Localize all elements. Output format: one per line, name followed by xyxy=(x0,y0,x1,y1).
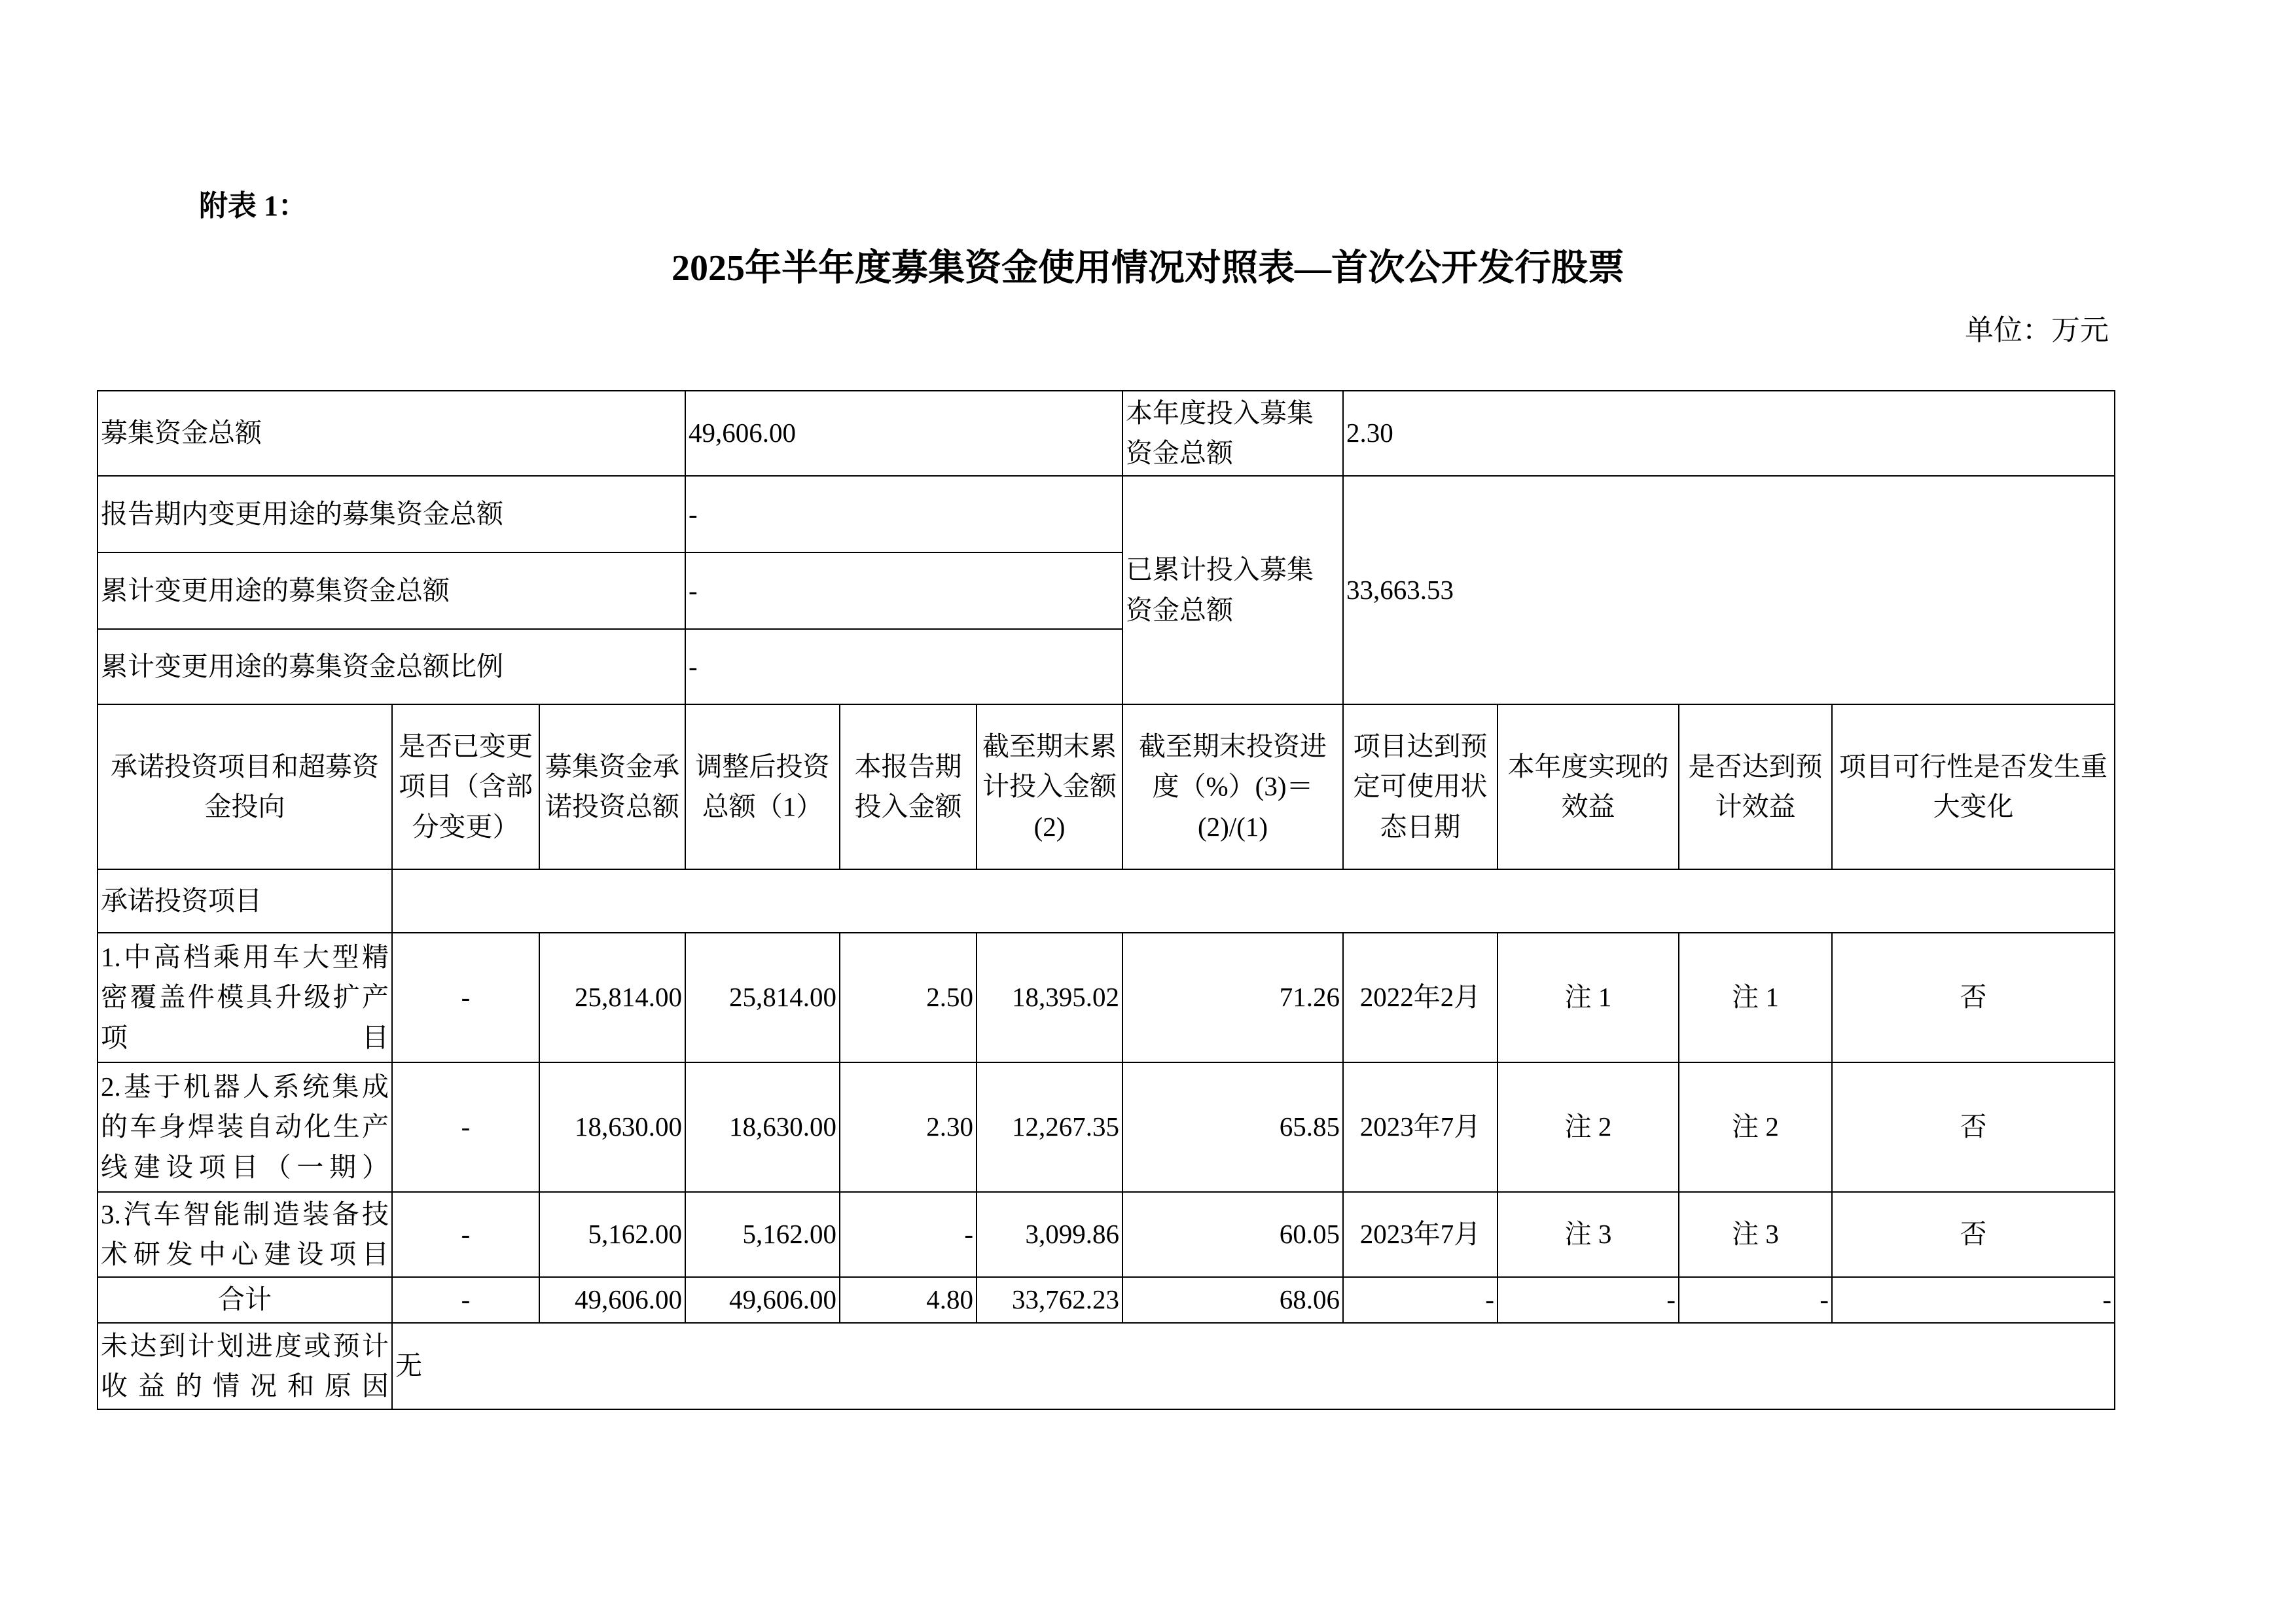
expected-benefit-met: 注 1 xyxy=(1679,933,1832,1062)
cumulative-changed-ratio-value: - xyxy=(685,629,1122,704)
cumulative-changed-label: 累计变更用途的募集资金总额 xyxy=(98,552,685,629)
changed-flag: - xyxy=(392,933,539,1062)
ready-date: 2023年7月 xyxy=(1343,1062,1498,1192)
progress-percent: 71.26 xyxy=(1122,933,1343,1062)
feasibility-change: 否 xyxy=(1832,1062,2115,1192)
total-raised-label: 募集资金总额 xyxy=(98,391,685,476)
annual-benefit: 注 1 xyxy=(1498,933,1679,1062)
attachment-label: 附表 1： xyxy=(199,190,307,222)
page-title: 2025年半年度募集资金使用情况对照表—首次公开发行股票 xyxy=(672,248,1624,289)
column-header: 本报告期投入金额 xyxy=(840,704,977,869)
cumulative-changed-ratio-label: 累计变更用途的募集资金总额比例 xyxy=(98,629,685,704)
changed-in-period-value: - xyxy=(685,476,1122,552)
column-header: 是否已变更项目（含部分变更） xyxy=(392,704,539,869)
adjusted-amount: 5,162.00 xyxy=(685,1192,840,1277)
total-expected-benefit: - xyxy=(1679,1277,1832,1323)
column-header: 募集资金承诺投资总额 xyxy=(539,704,685,869)
column-header: 本年度实现的效益 xyxy=(1498,704,1679,869)
this-year-value: 2.30 xyxy=(1343,391,2115,476)
column-header: 调整后投资总额（1） xyxy=(685,704,840,869)
period-investment: 2.50 xyxy=(840,933,977,1062)
ready-date: 2023年7月 xyxy=(1343,1192,1498,1277)
reason-row xyxy=(98,1323,2115,1409)
cumulative-invested-label: 已累计投入募集资金总额 xyxy=(1122,476,1343,704)
project-name: 3.汽车智能制造装备技术研发中心建设项目 xyxy=(98,1192,392,1277)
section-empty-cell xyxy=(392,869,2115,933)
column-header: 项目达到预定可使用状态日期 xyxy=(1343,704,1498,869)
table-row xyxy=(98,1192,2115,1277)
section-label: 承诺投资项目 xyxy=(98,869,392,933)
changed-flag: - xyxy=(392,1062,539,1192)
period-investment: - xyxy=(840,1192,977,1277)
changed-in-period-label: 报告期内变更用途的募集资金总额 xyxy=(98,476,685,552)
period-investment: 2.30 xyxy=(840,1062,977,1192)
committed-amount: 25,814.00 xyxy=(539,933,685,1062)
annual-benefit: 注 2 xyxy=(1498,1062,1679,1192)
reason-value: 无 xyxy=(392,1323,2115,1409)
column-header: 项目可行性是否发生重大变化 xyxy=(1832,704,2115,869)
column-header: 截至期末累计投入金额(2) xyxy=(977,704,1122,869)
total-row xyxy=(98,1277,2115,1323)
unit-label: 单位：万元 xyxy=(1965,314,2109,346)
summary-row xyxy=(98,476,2115,552)
total-ready-date: - xyxy=(1343,1277,1498,1323)
project-name: 2.基于机器人系统集成的车身焊装自动化生产线建设项目（一期） xyxy=(98,1062,392,1192)
committed-amount: 18,630.00 xyxy=(539,1062,685,1192)
adjusted-amount: 18,630.00 xyxy=(685,1062,840,1192)
fund-usage-table xyxy=(97,390,2115,1410)
total-annual-benefit: - xyxy=(1498,1277,1679,1323)
ready-date: 2022年2月 xyxy=(1343,933,1498,1062)
total-changed-flag: - xyxy=(392,1277,539,1323)
total-adjusted: 49,606.00 xyxy=(685,1277,840,1323)
total-progress: 68.06 xyxy=(1122,1277,1343,1323)
adjusted-amount: 25,814.00 xyxy=(685,933,840,1062)
cumulative-invested-value: 33,663.53 xyxy=(1343,476,2115,704)
cumulative-investment: 12,267.35 xyxy=(977,1062,1122,1192)
reason-label: 未达到计划进度或预计收益的情况和原因 xyxy=(98,1323,392,1409)
table-row xyxy=(98,1062,2115,1192)
total-raised-value: 49,606.00 xyxy=(685,391,1122,476)
total-cumulative-investment: 33,762.23 xyxy=(977,1277,1122,1323)
annual-benefit: 注 3 xyxy=(1498,1192,1679,1277)
this-year-label: 本年度投入募集资金总额 xyxy=(1122,391,1343,476)
cumulative-investment: 3,099.86 xyxy=(977,1192,1122,1277)
changed-flag: - xyxy=(392,1192,539,1277)
committed-amount: 5,162.00 xyxy=(539,1192,685,1277)
progress-percent: 60.05 xyxy=(1122,1192,1343,1277)
table-row xyxy=(98,933,2115,1062)
cumulative-investment: 18,395.02 xyxy=(977,933,1122,1062)
expected-benefit-met: 注 2 xyxy=(1679,1062,1832,1192)
total-label: 合计 xyxy=(98,1277,392,1323)
column-header: 是否达到预计效益 xyxy=(1679,704,1832,869)
progress-percent: 65.85 xyxy=(1122,1062,1343,1192)
cumulative-changed-value: - xyxy=(685,552,1122,629)
total-committed: 49,606.00 xyxy=(539,1277,685,1323)
header-row xyxy=(98,704,2115,869)
total-period-investment: 4.80 xyxy=(840,1277,977,1323)
total-feasibility: - xyxy=(1832,1277,2115,1323)
feasibility-change: 否 xyxy=(1832,933,2115,1062)
section-row xyxy=(98,869,2115,933)
project-name: 1.中高档乘用车大型精密覆盖件模具升级扩产项目 xyxy=(98,933,392,1062)
column-header: 承诺投资项目和超募资金投向 xyxy=(98,704,392,869)
column-header: 截至期末投资进度（%）(3)＝(2)/(1) xyxy=(1122,704,1343,869)
summary-row xyxy=(98,391,2115,476)
expected-benefit-met: 注 3 xyxy=(1679,1192,1832,1277)
feasibility-change: 否 xyxy=(1832,1192,2115,1277)
